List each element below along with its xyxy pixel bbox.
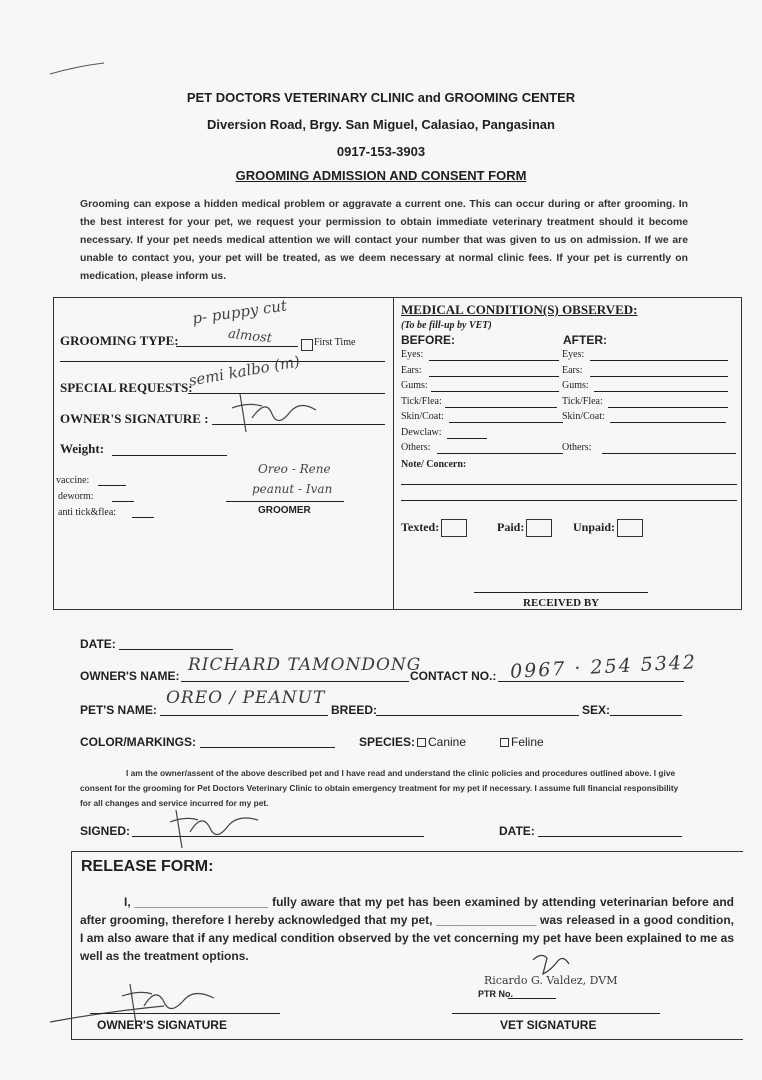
- paid-checkbox[interactable]: [526, 519, 552, 537]
- before-row-label: Tick/Flea:: [401, 395, 442, 407]
- canine-option[interactable]: [417, 735, 466, 749]
- received-by-line[interactable]: [474, 592, 648, 593]
- texted-label: Texted:: [401, 519, 440, 534]
- admission-box-divider: [393, 297, 394, 610]
- color-markings-label: COLOR/MARKINGS:: [80, 735, 196, 749]
- note-line-2[interactable]: [401, 500, 737, 501]
- grooming-type-line[interactable]: [176, 346, 298, 347]
- deworm-label: deworm:: [58, 491, 94, 502]
- owner-release-signature-label: OWNER'S SIGNATURE: [97, 1018, 227, 1032]
- received-by-label: RECEIVED BY: [523, 597, 600, 609]
- pet-name-line[interactable]: [160, 715, 328, 716]
- first-time-label: First Time: [314, 337, 356, 348]
- breed-line[interactable]: [376, 715, 579, 716]
- after-row-line[interactable]: [602, 453, 736, 454]
- feline-checkbox[interactable]: [500, 738, 509, 747]
- owner-signature-scribble: [226, 388, 336, 438]
- hw-special-requests: semi kalbo (m): [187, 352, 302, 390]
- feline-label: Feline: [511, 735, 544, 749]
- anti-tick-line[interactable]: [132, 517, 154, 518]
- texted-item: [401, 519, 467, 537]
- before-row-label: Ears:: [401, 364, 422, 376]
- note-line-1[interactable]: [401, 484, 737, 485]
- after-row-line[interactable]: [610, 422, 726, 423]
- canine-checkbox[interactable]: [417, 738, 426, 747]
- ptr-label: PTR No.: [478, 989, 513, 999]
- date-line[interactable]: [119, 649, 233, 650]
- before-row-line[interactable]: [431, 391, 559, 392]
- signed-date-line[interactable]: [538, 836, 682, 837]
- before-row-label: Eyes:: [401, 349, 424, 360]
- grooming-type-label: GROOMING TYPE:: [60, 333, 179, 348]
- owner-name-value: RICHARD TAMONDONG: [188, 655, 422, 675]
- clinic-phone: 0917-153-3903: [336, 144, 426, 159]
- release-title: RELEASE FORM:: [81, 858, 214, 875]
- paid-label: Paid:: [497, 519, 525, 534]
- species-label: SPECIES:: [359, 735, 416, 749]
- hw-groomer-2: peanut - Ivan: [252, 482, 333, 496]
- before-row-line[interactable]: [449, 422, 563, 423]
- vet-signature-label: VET SIGNATURE: [500, 1018, 597, 1032]
- special-requests-label: SPECIAL REQUESTS:: [60, 380, 193, 395]
- vet-fill-note: (To be fill-up by VET): [401, 320, 492, 331]
- signed-label: SIGNED:: [80, 824, 131, 838]
- pet-name-label: PET'S NAME:: [80, 703, 157, 717]
- signed-date-label: DATE:: [499, 824, 535, 838]
- sex-label: SEX:: [582, 703, 611, 717]
- anti-tick-label: anti tick&flea:: [58, 507, 117, 518]
- pet-name-value: OREO / PEANUT: [166, 688, 326, 708]
- after-row-line[interactable]: [590, 376, 728, 377]
- before-row-line[interactable]: [429, 376, 559, 377]
- consent-paragraph: I am the owner/assent of the above described pet and I have read and understand the clinic policies and procedures outlined above. I give consent for the grooming for Pet Doctors Veterinary Clinic to obtain emergency treatment for my pet if necessary. I assume full financial responsibility for all changes and service incurred for my pet.: [80, 768, 679, 808]
- owner-signature-label: OWNER'S SIGNATURE :: [60, 411, 209, 426]
- vaccine-label: vaccine:: [56, 475, 90, 486]
- color-markings-line[interactable]: [200, 747, 335, 748]
- unpaid-item: [573, 519, 643, 537]
- medical-condition-title: MEDICAL CONDITION(S) OBSERVED:: [401, 302, 638, 317]
- breed-label: BREED:: [331, 703, 378, 717]
- before-row-line[interactable]: [437, 453, 563, 454]
- texted-checkbox[interactable]: [441, 519, 467, 537]
- after-row-line[interactable]: [608, 407, 728, 408]
- canine-label: Canine: [428, 735, 467, 749]
- before-row-label: Dewclaw:: [401, 426, 442, 438]
- groomer-label: GROOMER: [258, 505, 311, 516]
- paid-item: [497, 519, 552, 537]
- clinic-name: PET DOCTORS VETERINARY CLINIC and GROOMING CENTER: [186, 90, 576, 105]
- after-row-line[interactable]: [594, 391, 728, 392]
- owner-release-signature-line[interactable]: [90, 1013, 280, 1014]
- after-row-label: Skin/Coat:: [562, 411, 605, 422]
- hw-groomer-1: Oreo - Rene: [258, 462, 331, 476]
- stray-pen-mark: [48, 60, 108, 80]
- groomer-line[interactable]: [226, 501, 344, 502]
- before-row-label: Skin/Coat:: [401, 411, 444, 422]
- ptr-line[interactable]: [508, 998, 556, 999]
- vet-name: Ricardo G. Valdez, DVM: [484, 974, 618, 987]
- feline-option[interactable]: [500, 735, 544, 749]
- intro-paragraph: Grooming can expose a hidden medical problem or aggravate a current one. This can occur during or after grooming. In the best interest for your pet, we request your permission to obtain immediate veterinary treatment should it become necessary. If your pet needs medical attention we will contact your number that was given to us on admission. If we are unable to contact you, your pet will be treated, as we deem necessary at normal clinic fees. If your pet is currently on medication, please inform us.: [80, 199, 688, 282]
- first-time-checkbox[interactable]: [301, 336, 315, 354]
- before-row-label: Gums:: [401, 380, 428, 391]
- contact-label: CONTACT NO.:: [410, 669, 497, 683]
- owner-name-line[interactable]: [181, 681, 409, 682]
- hw-grooming-type-1: p- puppy cut: [191, 296, 289, 328]
- weight-label: Weight:: [60, 441, 105, 456]
- after-row-label: Ears:: [562, 364, 583, 376]
- grooming-type-line-2: [60, 361, 385, 362]
- before-row-line[interactable]: [447, 438, 487, 439]
- before-label: BEFORE:: [401, 333, 455, 347]
- unpaid-checkbox[interactable]: [617, 519, 643, 537]
- weight-line[interactable]: [112, 455, 227, 456]
- contact-value: 0967 · 254 5342: [509, 651, 698, 683]
- before-row-label: Others:: [401, 442, 431, 453]
- release-text: [80, 893, 734, 965]
- hw-grooming-type-2: almost: [227, 326, 273, 347]
- note-concern-label: Note/ Concern:: [401, 459, 467, 470]
- clinic-address: Diversion Road, Brgy. San Miguel, Calasiao, Pangasinan: [207, 117, 555, 132]
- deworm-line[interactable]: [112, 501, 134, 502]
- sex-line[interactable]: [610, 715, 682, 716]
- release-paragraph: I, ____________________ fully aware that my pet has been examined by attending veterinarian before and after grooming, therefore I hereby acknowledged that my pet, _______________ was released in a good condition, I am also aware that if any medical condition observed by the vet concerning my pet have been explained to me as well as the treatment options.: [80, 895, 734, 963]
- after-row-label: Gums:: [562, 380, 589, 391]
- after-label: AFTER:: [563, 333, 607, 347]
- form-title: GROOMING ADMISSION AND CONSENT FORM: [235, 168, 527, 183]
- signed-signature-scribble: [166, 806, 266, 852]
- vet-signature-line[interactable]: [452, 1013, 660, 1014]
- after-row-label: Eyes:: [562, 349, 585, 360]
- unpaid-label: Unpaid:: [573, 519, 616, 534]
- vaccine-line[interactable]: [98, 485, 126, 486]
- after-row-label: Tick/Flea:: [562, 395, 603, 407]
- after-row-line[interactable]: [590, 360, 728, 361]
- owner-name-label: OWNER'S NAME:: [80, 669, 180, 683]
- after-row-label: Others:: [562, 442, 592, 453]
- before-row-line[interactable]: [429, 360, 559, 361]
- date-label: DATE:: [80, 637, 116, 651]
- before-row-line[interactable]: [445, 407, 557, 408]
